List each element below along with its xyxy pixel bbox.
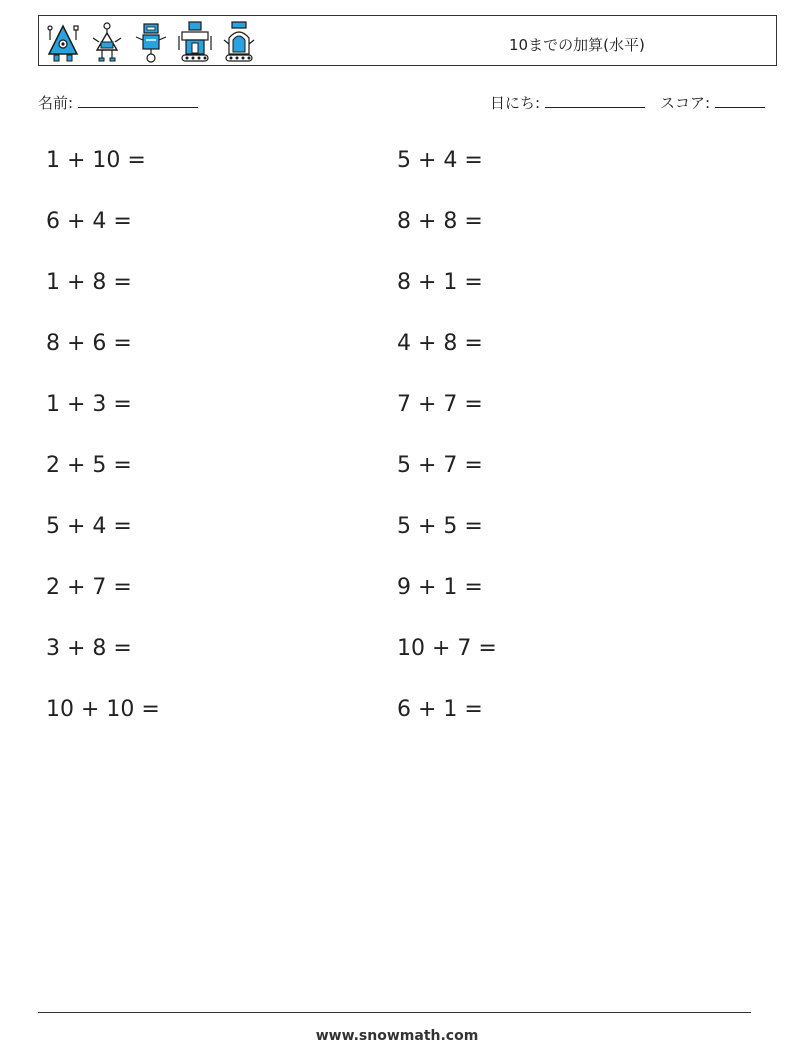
date-label: 日にち: xyxy=(490,94,541,112)
worksheet-title: 10までの加算(水平) xyxy=(509,36,645,54)
problem-right-5: 7 + 7 = xyxy=(397,392,483,417)
problem-right-8: 9 + 1 = xyxy=(397,575,483,600)
problem-left-5: 1 + 3 = xyxy=(46,392,132,417)
problem-left-2: 6 + 4 = xyxy=(46,209,132,234)
score-label: スコア: xyxy=(660,94,711,112)
robot-icon xyxy=(133,20,169,64)
problem-right-7: 5 + 5 = xyxy=(397,514,483,539)
problem-left-1: 1 + 10 = xyxy=(46,148,146,173)
problem-right-1: 5 + 4 = xyxy=(397,148,483,173)
problem-left-7: 5 + 4 = xyxy=(46,514,132,539)
problem-left-9: 3 + 8 = xyxy=(46,636,132,661)
date-blank[interactable] xyxy=(545,93,645,108)
robot-icon xyxy=(221,20,257,64)
problem-left-10: 10 + 10 = xyxy=(46,697,160,722)
problem-right-3: 8 + 1 = xyxy=(397,270,483,295)
robot-icon xyxy=(89,20,125,64)
robot-icon xyxy=(45,20,81,64)
problem-left-8: 2 + 7 = xyxy=(46,575,132,600)
robot-icon xyxy=(177,20,213,64)
problem-right-2: 8 + 8 = xyxy=(397,209,483,234)
date-field[interactable] xyxy=(490,92,645,113)
robot-icons xyxy=(45,19,257,65)
score-blank[interactable] xyxy=(715,93,765,108)
footer-site-link[interactable]: www.snowmath.com xyxy=(315,1028,479,1044)
problem-right-6: 5 + 7 = xyxy=(397,453,483,478)
problem-left-4: 8 + 6 = xyxy=(46,331,132,356)
name-label: 名前: xyxy=(38,94,74,112)
problem-right-4: 4 + 8 = xyxy=(397,331,483,356)
problem-right-9: 10 + 7 = xyxy=(397,636,497,661)
problem-left-3: 1 + 8 = xyxy=(46,270,132,295)
footer-divider xyxy=(38,1012,751,1013)
name-blank[interactable] xyxy=(78,93,198,108)
problem-right-10: 6 + 1 = xyxy=(397,697,483,722)
name-field[interactable] xyxy=(38,92,198,113)
problem-left-6: 2 + 5 = xyxy=(46,453,132,478)
score-field[interactable] xyxy=(660,92,765,113)
worksheet-header xyxy=(38,15,777,66)
